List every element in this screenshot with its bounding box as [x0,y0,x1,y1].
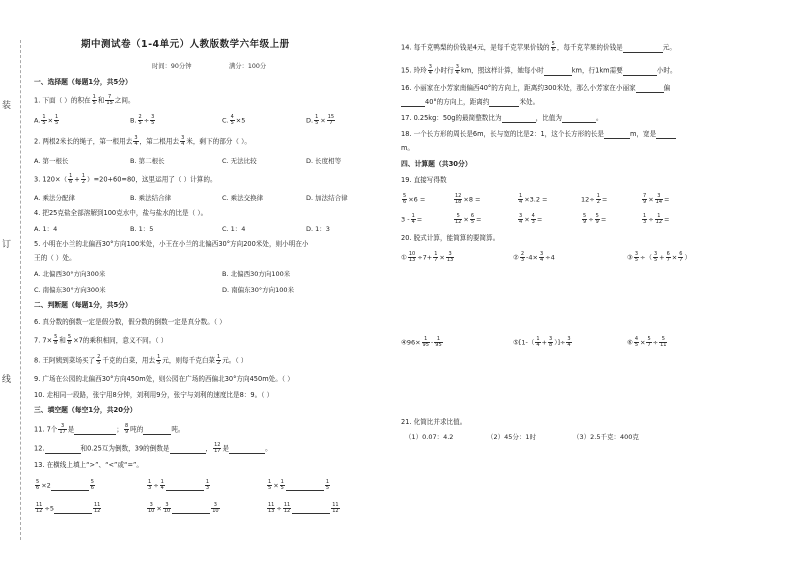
q20-item-6: ⑥ $\frac{4}{5}$ × $\frac{5}{7}$ ÷ $\frac{5}{11}$ [627,336,667,348]
q5-stem-line2: 王的（ ）处。 [34,254,76,262]
q12: 12. 和0.25互为倒数，39的倒数是 ， $\frac{12}{17}$ 是 。 [34,442,272,454]
q19-item-3: $\frac{1}{4}$ ×3.2 = [519,193,548,205]
q4-option-c[interactable]: C. 1：4 [222,225,246,233]
binding-char-ding: 订 [2,240,12,250]
q16-blank-3[interactable] [489,99,519,107]
q7: 7. 7× $\frac{5}{8}$ 和 $\frac{5}{8}$ ×7的乘积相同，意义不同。（ ） [34,334,168,346]
q16-line1: 16. 小丽家在小芳家南偏西40°的方向上，距离约300米处，那么小芳家在小丽家 偏 [401,84,671,92]
q16-blank-1[interactable] [636,85,664,93]
page-title: 期中测试卷（1-4单元）人教版数学六年级上册 [81,39,290,50]
q19-item-2: $\frac{12}{18}$ ×8 = [455,193,481,205]
q1-option-a[interactable]: A. $\frac{1}{5}$ × $\frac{1}{5}$ [34,114,59,126]
q13-item-6: $\frac{11}{13}$ ÷ $\frac{11}{12}$ $\frac{11}{12}$ [268,502,339,514]
q19-item-5: $\frac{7}{9}$ × $\frac{3}{14}$ = [643,193,670,205]
q11-blank-1[interactable] [74,427,116,435]
q15-blank-2[interactable] [623,68,657,76]
q13-blank-6[interactable] [292,506,330,514]
q18-line2: m。 [401,144,415,152]
q11: 11. 7个 $\frac{3}{17}$ 是 ； $\frac{8}{9}$ 吨的 吨。 [34,423,185,435]
q17: 17. 0.25kg：50g的最简整数比为 ，比值为 。 [401,114,603,122]
binding-char-xian: 线 [2,375,12,385]
q13-item-5: $\frac{3}{10}$ × $\frac{3}{10}$ $\frac{3}{10}$ [148,502,219,514]
q17-blank-1[interactable] [502,115,536,123]
q13-blank-2[interactable] [166,483,204,491]
section-judge-title: 二、判断题（每题1分，共5分） [34,301,132,309]
q8: 8. 王阿姨到菜场买了 $\frac{2}{5}$ 千克的白菜，用去 $\frac{1}{5}$ 元，则每千克白菜 $\frac{1}{2}$ 元。（ ） [34,354,248,366]
q1-mid: 和 [97,96,105,105]
q5-option-d[interactable]: D. 南偏东30°方向100米 [222,286,295,294]
q19-item-9: $\frac{5}{9}$ ÷ $\frac{5}{9}$ = [583,213,607,225]
q10: 10. 走相同一段路，张宁用8分钟，刘利用9分，张宁与刘利的速度比是8：9。（ ） [34,391,274,399]
q21-item-2: （2）45分：1时 [487,433,537,441]
q13-blank-1[interactable] [51,483,89,491]
q1-stem [34,95,135,106]
q11-blank-2[interactable] [143,427,171,435]
q13-stem: 13. 在横线上填上“>”、“<”或“=”。 [34,461,143,469]
q20-item-4: ④96× $\frac{1}{95}$ - $\frac{1}{95}$ [401,336,442,348]
q15-blank-1[interactable] [544,68,572,76]
q4-option-d[interactable]: D. 1：3 [306,225,330,233]
q3-option-a[interactable]: A. 乘法分配律 [34,194,75,202]
q20-item-2: ② $\frac{2}{3}$ -4× $\frac{3}{4}$ ÷4 [513,251,555,263]
q1-frac2: $\frac{7}{15}$ [106,94,113,106]
q2-stem: 2. 两根2米长的绳子，第一根用去 $\frac{3}{4}$ ，第二根用去 $\frac{3}{4}$ 米，剩下的部分（ ）。 [34,135,251,147]
binding-dashed-line [20,40,21,540]
section-fill-title: 三、填空题（每空1分，共20分） [34,406,137,414]
q16-blank-2[interactable] [401,99,425,107]
q13-item-1: $\frac{5}{6}$ ×2 $\frac{5}{6}$ [36,479,94,491]
q3-option-c[interactable]: C. 乘法交换律 [222,194,264,202]
q1-option-b[interactable]: B. $\frac{2}{5}$ ÷ $\frac{3}{5}$ [130,114,155,126]
q1-option-c[interactable]: C. $\frac{4}{5}$ ×5 [222,114,246,126]
q19-stem: 19. 直接写得数 [401,176,447,184]
q13-item-3: $\frac{1}{5}$ × $\frac{1}{5}$ $\frac{1}{5}$ [268,479,330,491]
q15: 15. 玲玲 $\frac{3}{4}$ 小时行 $\frac{3}{4}$ km，照这样计算，她每小时 km，行1km需要 小时。 [401,64,677,76]
section-choice-title: 一、选择题（每题1分，共5分） [34,78,132,86]
q12-blank-2[interactable] [170,446,206,454]
q19-item-1: $\frac{5}{6}$ ×6 = [403,193,426,205]
q21-item-1: （1）0.07：4.2 [405,433,454,441]
q16-line2: 40°的方向上，距离约 米处。 [401,98,539,107]
q3-option-d[interactable]: D. 加法结合律 [306,194,348,202]
q1-frac1: $\frac{1}{5}$ [92,94,96,106]
time-label: 时间：90分钟 [152,63,192,70]
q19-item-7: $\frac{5}{12}$ × $\frac{6}{5}$ = [455,213,482,225]
q20-item-1: ① $\frac{10}{13}$ ÷7+ $\frac{1}{7}$ × $\frac{3}{13}$ [401,251,454,263]
q3-option-b[interactable]: B. 乘法结合律 [130,194,172,202]
q13-blank-5[interactable] [172,506,210,514]
q19-item-4: 12÷ $\frac{1}{2}$ = [581,193,608,205]
q18-blank-2[interactable] [656,131,676,139]
q5-option-a[interactable]: A. 北偏西30°方向300米 [34,270,106,278]
q5-option-c[interactable]: C. 南偏东30°方向300米 [34,286,106,294]
q4-option-a[interactable]: A. 1：4 [34,225,58,233]
q19-item-10: $\frac{1}{3}$ ÷ $\frac{1}{12}$ = [643,213,670,225]
q5-option-b[interactable]: B. 北偏西30方向100米 [222,270,291,278]
q2-option-c[interactable]: C. 无法比较 [222,157,257,165]
score-label: 满分：100分 [229,63,267,70]
q13-blank-3[interactable] [286,483,324,491]
q1-stem-b: 之间。 [114,96,135,105]
binding-margin [0,0,28,562]
q13-blank-4[interactable] [54,506,92,514]
q19-item-8: $\frac{3}{4}$ × $\frac{4}{3}$ = [519,213,543,225]
q12-blank-1[interactable] [45,446,81,454]
q20-item-3: ③ $\frac{3}{5}$ ÷（ $\frac{3}{5}$ + $\frac{6}{7}$ × $\frac{6}{7}$ ） [627,251,691,263]
binding-char-zhuang: 装 [2,101,12,111]
q17-blank-2[interactable] [562,115,596,123]
q20-stem: 20. 脱式计算，能简算的要简算。 [401,234,500,242]
q2-option-d[interactable]: D. 长度相等 [306,157,342,165]
q21-item-3: （3）2.5千克：400克 [573,433,639,441]
q2-option-b[interactable]: B. 第二根长 [130,157,165,165]
q5-stem-line1: 5. 小明在小兰的北偏西30°方向100米处，小王在小兰的北偏西30°方向200米处，则小明在小 [34,240,309,248]
q19-item-6: 3 - $\frac{1}{4}$ = [401,213,423,225]
q14: 14. 每千克鸭梨的价钱是4元，是每千克苹果价钱的 $\frac{5}{6}$ ，每千克苹果的价钱是 元。 [401,41,676,53]
q18-blank-1[interactable] [604,131,630,139]
q18-line1: 18. 一个长方形的周长是6m，长与宽的比是2：1，这个长方形的长是 m，宽是 [401,130,676,139]
q4-option-b[interactable]: B. 1：5 [130,225,154,233]
q3-stem: 3. 120×（ $\frac{1}{6}$ + $\frac{1}{2}$ ）=20+60=80，这里运用了（ ）计算的。 [34,173,217,185]
q1-stem-a: 1. 下面（ ）的积在 [34,96,91,105]
q13-item-4: $\frac{11}{12}$ ÷5 $\frac{11}{12}$ [36,502,101,514]
q12-blank-3[interactable] [229,446,265,454]
section-calc-title: 四、计算题（共30分） [401,160,472,168]
q1-option-d[interactable]: D. $\frac{1}{5}$ × $\frac{15}{7}$ [306,114,335,126]
q9: 9. 广场在公园的北偏西30°方向450m处，则公园在广场的西偏北30°方向450m处。（ ） [34,375,294,383]
q14-blank[interactable] [623,45,663,53]
q4-stem: 4. 把25克盐全部溶解到100克水中，盐与盐水的比是（ ）。 [34,209,208,217]
q13-item-2: $\frac{1}{3}$ ÷ $\frac{1}{4}$ $\frac{1}{3}$ [148,479,210,491]
q6: 6. 真分数的倒数一定是假分数，假分数的倒数一定是真分数。（ ） [34,318,226,326]
q20-item-5: ⑤[1-（ $\frac{1}{4}$ + $\frac{3}{8}$ ）]÷ $\frac{3}{4}$ [513,336,571,348]
q2-option-a[interactable]: A. 第一根长 [34,157,69,165]
q21-stem: 21. 化简比并求比值。 [401,418,467,426]
